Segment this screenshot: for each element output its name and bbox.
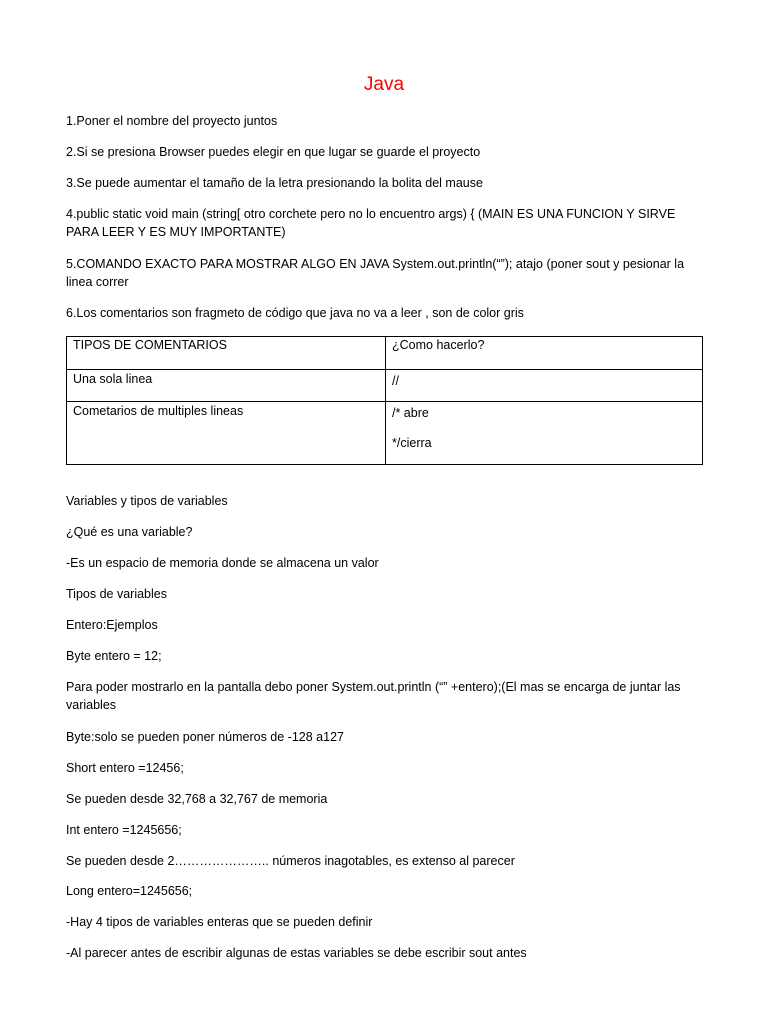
paragraph: -Hay 4 tipos de variables enteras que se pueden definir: [66, 915, 373, 929]
paragraph: Byte:solo se pueden poner números de -128 a127: [66, 730, 344, 744]
page-title: Java: [363, 74, 405, 95]
paragraph: Se pueden desde 32,768 a 32,767 de memoria: [66, 792, 328, 806]
paragraph: -Al parecer antes de escribir algunas de estas variables se debe escribir sout antes: [66, 946, 527, 960]
table-cell: Cometarios de multiples lineas: [67, 402, 386, 465]
table-cell: [386, 402, 703, 465]
table-header-cell: ¿Como hacerlo?: [386, 337, 703, 370]
paragraph: ¿Qué es una variable?: [66, 525, 193, 539]
table-cell-line: */cierra: [392, 436, 432, 450]
paragraph: Entero:Ejemplos: [66, 618, 158, 632]
paragraph: -Es un espacio de memoria donde se almacena un valor: [66, 556, 379, 570]
paragraph: Tipos de variables: [66, 587, 167, 601]
list-item: 1.Poner el nombre del proyecto juntos: [66, 114, 278, 128]
list-item: 3.Se puede aumentar el tamaño de la letra presionando la bolita del mause: [66, 176, 483, 190]
list-item: 5.COMANDO EXACTO PARA MOSTRAR ALGO EN JAVA System.out.println(“”); atajo (poner sout y pesionar la linea correr: [66, 257, 685, 289]
table-header-row: [67, 337, 703, 370]
list-item: 2.Si se presiona Browser puedes elegir en que lugar se guarde el proyecto: [66, 145, 481, 159]
table-row: [67, 370, 703, 402]
list-item: 6.Los comentarios son fragmeto de código que java no va a leer , son de color gris: [66, 306, 524, 320]
paragraph: Long entero=1245656;: [66, 884, 193, 898]
table-cell: [386, 370, 703, 402]
table-header-cell: TIPOS DE COMENTARIOS: [67, 337, 386, 370]
comments-table: [66, 336, 703, 465]
table-cell-line: /* abre: [392, 406, 429, 420]
paragraph: Short entero =12456;: [66, 761, 184, 775]
table-cell-line: //: [392, 374, 399, 388]
list-item: 4.public static void main (string[ otro corchete pero no lo encuentro args) { (MAIN ES UNA FUNCION Y SIRVE PARA LEER Y ES MUY IMPORTANTE): [66, 207, 676, 239]
paragraph: Byte entero = 12;: [66, 649, 162, 663]
table-row: [67, 402, 703, 465]
paragraph: Int entero =1245656;: [66, 823, 182, 837]
paragraph: Se pueden desde 2………………….. números inagotables, es extenso al parecer: [66, 854, 515, 868]
table-cell: Una sola linea: [67, 370, 386, 402]
section-heading: Variables y tipos de variables: [66, 494, 228, 508]
paragraph: Para poder mostrarlo en la pantalla debo poner System.out.println (“” +entero);(El mas se encarga de juntar las variables: [66, 680, 681, 712]
